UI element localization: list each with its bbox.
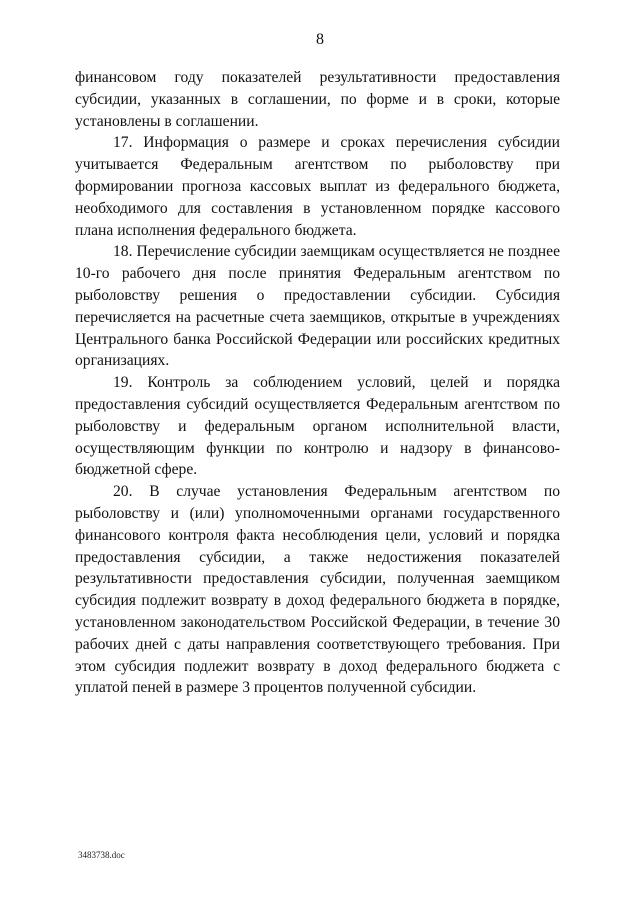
- paragraph-20: 20. В случае установления Федеральным агентством по рыболовству и (или) уполномоченными органами государственного финансового контроля факта несоблюдения цели, условий и порядка предоставления субсидии, а также недостижения показателей результативности предоставления субсидии, полученная заемщиком субсидия подлежит возврату в доход федерального бюджета в порядке, установленном законодательством Российской Федерации, в течение 30 рабочих дней с даты направления соответствующего требования. При этом субсидия подлежит возврату в доход федерального бюджета с уплатой пеней в размере 3 процентов полученной субсидии.: [75, 483, 560, 697]
- footer-file-code: 3483738.doc: [78, 850, 125, 860]
- paragraph-18: 18. Перечисление субсидии заемщикам осуществляется не позднее 10-го рабочего дня после принятия Федеральным агентством по рыболовству решения о предоставлении субсидии. Субсидия перечисляется на расчетные счета заемщиков, открытые в учреждениях Центрального банка Российской Федерации или российских кредитных организациях.: [75, 243, 560, 370]
- paragraph-17: 17. Информация о размере и сроках перечисления субсидии учитывается Федеральным агентством по рыболовству при формировании прогноза кассовых выплат из федерального бюджета, необходимого для составления в установленном порядке кассового плана исполнения федерального бюджета.: [75, 134, 560, 239]
- paragraph-continuation: финансовом году показателей результативности предоставления субсидии, указанных в соглашении, по форме и в сроки, которые установлены в соглашении.: [75, 69, 560, 130]
- document-body: [75, 67, 560, 699]
- page-number: 8: [316, 31, 324, 48]
- paragraph-19: 19. Контроль за соблюдением условий, целей и порядка предоставления субсидий осуществляется Федеральным агентством по рыболовству и федеральным органом исполнительной власти, осуществляющим функции по контролю и надзору в финансово-бюджетной сфере.: [75, 374, 560, 479]
